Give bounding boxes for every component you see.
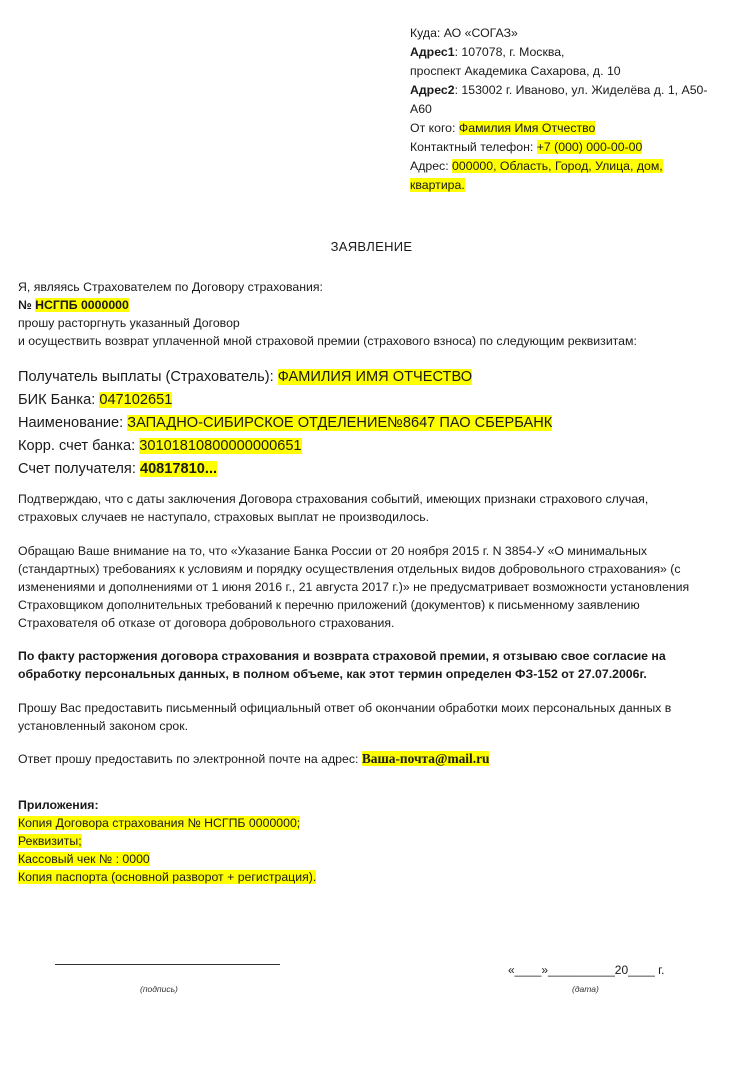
intro-line-4: и осуществить возврат уплаченной мной страховой премии (страхового взноса) по следующим реквизитам:: [18, 334, 637, 348]
address1-label: Адрес1: [410, 45, 455, 59]
from-label: От кого:: [410, 121, 456, 135]
contract-number: НСГПБ 0000000: [35, 298, 129, 312]
requisite-value: 30101810800000000651: [139, 438, 302, 454]
attachments-heading: Приложения:: [18, 798, 99, 812]
attachment-item: [18, 850, 618, 868]
requisite-value: 40817810...: [139, 461, 218, 477]
requisite-row: [18, 412, 718, 435]
requisite-label: Получатель выплаты (Страхователь):: [18, 369, 274, 385]
email-address: Ваша-почта@mail.ru: [361, 751, 490, 766]
requisite-value: 047102651: [99, 392, 173, 408]
address2-line: [410, 81, 710, 119]
attention-paragraph: Обращаю Ваше внимание на то, что «Указание Банка России от 20 ноября 2015 г. N 3854-У «О минимальных (стандартных) требованиях к условиям и порядку осуществления отдельных видов добровольного страхования» (с изменениями и дополнениями от 1 июня 2016 г., 21 августа 2017 г.)» не предусматривает возможности установления Страховщиком дополнительных требований к перечню приложений (документов) к письменному заявлению Страхователя об отказе от договора добровольного страхования.: [18, 544, 690, 630]
address1-value: : 107078, г. Москва,: [454, 45, 565, 59]
requisite-row: [18, 389, 718, 412]
intro-block: [18, 278, 718, 350]
addressee-block: [410, 24, 710, 195]
requisite-value: ЗАПАДНО-СИБИРСКОЕ ОТДЕЛЕНИЕ№8647 ПАО СБЕРБАНК: [127, 415, 553, 431]
email-prefix: Ответ прошу предоставить по электронной почте на адрес:: [18, 752, 359, 766]
address-value: 000000, Область, Город, Улица, дом, квартира.: [410, 159, 663, 192]
address2-label: Адрес2: [410, 83, 455, 97]
contract-number-line: [18, 296, 718, 314]
requisite-label: Счет получателя:: [18, 461, 136, 477]
intro-line-1: Я, являясь Страхователем по Договору страхования:: [18, 280, 323, 294]
attachment-text: Копия Договора страхования № НСГПБ 0000000;: [18, 816, 301, 830]
request-paragraph: Прошу Вас предоставить письменный официальный ответ об окончании обработки моих персональных данных в установленный законом срок.: [18, 701, 672, 733]
requisite-label: Корр. счет банка:: [18, 438, 136, 454]
requisite-value: ФАМИЛИЯ ИМЯ ОТЧЕСТВО: [277, 369, 473, 385]
requisite-label: Наименование:: [18, 415, 124, 431]
phone-line: [410, 138, 710, 157]
attachment-text: Реквизиты;: [18, 834, 82, 848]
attachment-text: Копия паспорта (основной разворот + регистрация).: [18, 870, 317, 884]
requisites-block: [18, 366, 718, 481]
from-value: Фамилия Имя Отчество: [458, 121, 596, 135]
date-line: «____»__________20____ г.: [508, 963, 665, 977]
requisite-row: [18, 458, 718, 481]
requisite-row: [18, 435, 718, 458]
address1-line1: [410, 43, 710, 62]
to-line: Куда: АО «СОГАЗ»: [410, 26, 518, 40]
requisite-row: [18, 366, 718, 389]
consent-paragraph: По факту расторжения договора страхования и возврата страховой премии, я отзываю свое согласие на обработку персональных данных, в полном объеме, как этот термин определен ФЗ-152 от 27.07.2006г.: [18, 649, 666, 681]
phone-label: Контактный телефон:: [410, 140, 534, 154]
attachment-item: [18, 814, 618, 832]
signature-line: [55, 964, 280, 965]
address2-value: : 153002 г. Иваново, ул. Жиделёва д. 1, А50-А60: [410, 83, 708, 116]
date-caption: (дата): [572, 984, 599, 994]
confirmation-paragraph: Подтверждаю, что с даты заключения Договора страхования событий, имеющих признаки страхового случая, страховых случаев не наступало, страховых выплат не производилось.: [18, 492, 649, 524]
requisite-label: БИК Банка:: [18, 392, 96, 408]
attachment-item: [18, 868, 618, 886]
attachments-block: [18, 796, 618, 886]
document-title: ЗАЯВЛЕНИЕ: [330, 239, 413, 254]
from-line: [410, 119, 710, 138]
phone-value: +7 (000) 000-00-00: [536, 140, 643, 154]
address-line: [410, 157, 685, 195]
signature-caption: (подпись): [140, 984, 178, 994]
address1-line2: проспект Академика Сахарова, д. 10: [410, 64, 621, 78]
attachment-item: [18, 832, 618, 850]
address-label: Адрес:: [410, 159, 449, 173]
attachment-text: Кассовый чек № : 0000: [18, 852, 150, 866]
email-paragraph: [18, 750, 708, 768]
intro-line-3: прошу расторгнуть указанный Договор: [18, 316, 240, 330]
contract-prefix: №: [18, 298, 32, 312]
